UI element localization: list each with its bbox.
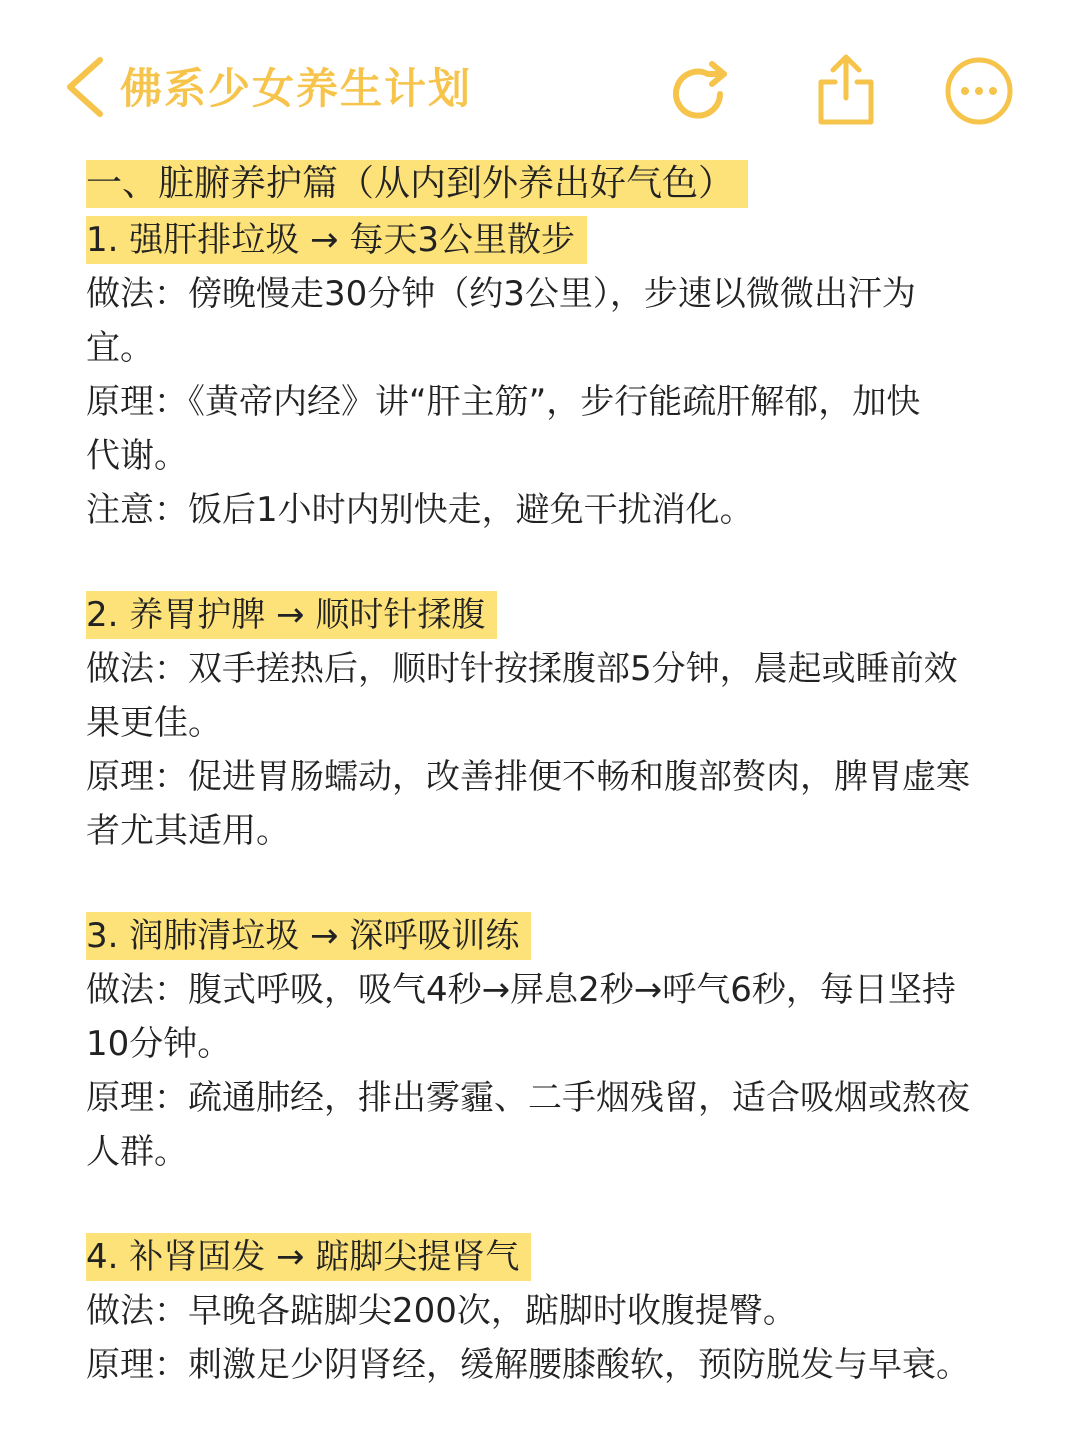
note-title: 佛系少女养生计划 <box>120 64 473 113</box>
item-heading <box>86 1233 531 1281</box>
item-3-line-1: 做法：腹式呼吸，吸气4秒→屏息2秒→呼气6秒，每日坚持 <box>86 970 956 1010</box>
item-2-line-2: 果更佳。 <box>86 703 222 743</box>
item-heading <box>86 216 587 264</box>
item-4-line-2: 原理：刺激足少阴肾经，缓解腰膝酸软，预防脱发与早衰。 <box>86 1345 970 1385</box>
section-title: 一、脏腑养护篇（从内到外养出好气色） <box>86 160 748 208</box>
item-1-line-5: 注意：饭后1小时内别快走，避免干扰消化。 <box>86 490 754 530</box>
item-1-line-3: 原理：《黄帝内经》讲“肝主筋”，步行能疏肝解郁，加快 <box>86 382 921 422</box>
item-3-line-4: 人群。 <box>86 1132 188 1172</box>
item-4-line-1: 做法：早晚各踮脚尖200次，踮脚时收腹提臀。 <box>86 1291 797 1331</box>
item-4-heading: 4. 补肾固发 → 踮脚尖提肾气 <box>86 1233 531 1281</box>
item-3-heading: 3. 润肺清垃圾 → 深呼吸训练 <box>86 912 531 960</box>
item-1-line-4: 代谢。 <box>86 436 188 476</box>
item-heading <box>86 591 497 639</box>
item-1-line-2: 宜。 <box>86 328 154 368</box>
item-1-line-1: 做法：傍晚慢走30分钟（约3公里），步速以微微出汗为 <box>86 274 916 314</box>
item-3-line-3: 原理：疏通肺经，排出雾霾、二手烟残留，适合吸烟或熬夜 <box>86 1078 970 1118</box>
item-2-heading: 2. 养胃护脾 → 顺时针揉腹 <box>86 591 497 639</box>
item-2-line-1: 做法：双手搓热后，顺时针按揉腹部5分钟，晨起或睡前效 <box>86 649 958 689</box>
item-2-line-4: 者尤其适用。 <box>86 811 290 851</box>
item-2-line-3: 原理：促进胃肠蠕动，改善排便不畅和腹部赘肉，脾胃虚寒 <box>86 757 970 797</box>
item-3-line-2: 10分钟。 <box>86 1024 232 1064</box>
item-1-heading: 1. 强肝排垃圾 → 每天3公里散步 <box>86 216 587 264</box>
item-heading <box>86 912 531 960</box>
section-heading <box>86 160 748 208</box>
